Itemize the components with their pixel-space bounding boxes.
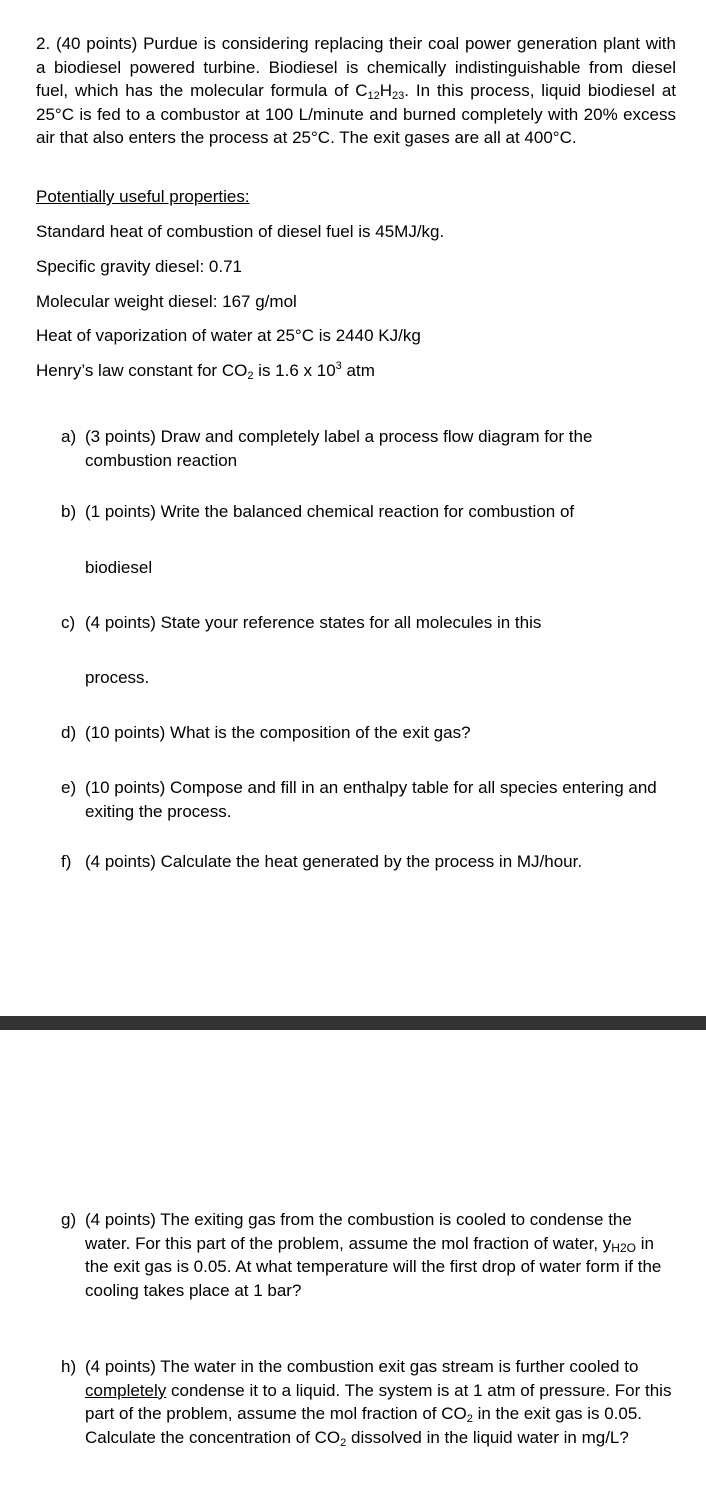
property-heat-of-vaporization: Heat of vaporization of water at 25°C is 2440 KJ/kg xyxy=(36,326,421,345)
intro-text-1: 2. (40 points) Purdue is considering replacing their coal power generation plant with a biodiesel powered turbine. Biodiesel is chemically indistinguishable from diesel fuel, which has the molecular formula of C xyxy=(36,34,676,100)
question-label: d) xyxy=(61,723,77,742)
question-g xyxy=(61,1208,679,1302)
question-label: f) xyxy=(61,852,72,871)
question-b xyxy=(61,500,679,524)
question-c-continuation: process. xyxy=(85,668,150,687)
formula-h: H xyxy=(379,81,393,100)
formula-c-subscript: 12 xyxy=(367,90,380,102)
question-label: e) xyxy=(61,778,77,797)
question-a xyxy=(61,425,679,472)
properties-heading: Potentially useful properties: xyxy=(36,187,250,206)
question-text: (4 points) The exiting gas from the combustion is cooled to condense the water. For this part of the problem, assume the mol fraction of water, yH2O in the exit gas is 0.05. At what temperature will the first drop of water form if the cooling takes place at 1 bar? xyxy=(85,1210,662,1300)
question-text: (3 points) Draw and completely label a process flow diagram for the combustion reaction xyxy=(85,427,593,470)
underlined-word: completely xyxy=(85,1380,167,1400)
question-label: g) xyxy=(61,1210,77,1229)
property-specific-gravity: Specific gravity diesel: 0.71 xyxy=(36,257,242,276)
problem-intro xyxy=(36,32,676,150)
question-text: (4 points) The water in the combustion exit gas stream is further cooled to completely condense it to a liquid. The system is at 1 atm of pressure. For this part of the problem, assume the mol fraction of $CO_2$ in the exit gas is 0.05. Calculate the concentration of $CO_2$ dissolved in the liquid water in mg/L? xyxy=(85,1357,672,1449)
question-c xyxy=(61,611,679,635)
question-h xyxy=(61,1355,679,1449)
property-henrys-law: Henry’s law constant for $CO_2$ is 1.6 x $10^3$ atm xyxy=(36,360,375,382)
question-d xyxy=(61,721,679,745)
question-text: (4 points) State your reference states for all molecules in this xyxy=(85,613,542,632)
property-heat-of-combustion: Standard heat of combustion of diesel fuel is 45MJ/kg. xyxy=(36,222,445,241)
question-text: (4 points) Calculate the heat generated by the process in MJ/hour. xyxy=(85,852,583,871)
page-divider xyxy=(0,1016,706,1030)
question-f xyxy=(61,850,679,874)
property-molecular-weight: Molecular weight diesel: 167 g/mol xyxy=(36,292,297,311)
question-label: b) xyxy=(61,502,77,521)
intro-text-2: . In this process, liquid biodiesel at 25°C is fed to a combustor at 100 L/minute and burned completely with 20% excess air that also enters the process at 25°C. The exit gases are all at 400°C. xyxy=(36,81,676,147)
question-e xyxy=(61,776,679,823)
question-b-continuation: biodiesel xyxy=(85,558,153,577)
question-label: h) xyxy=(61,1357,77,1376)
formula-h-subscript: 23 xyxy=(392,90,405,102)
question-label: c) xyxy=(61,613,76,632)
question-text: (1 points) Write the balanced chemical reaction for combustion of xyxy=(85,502,575,521)
question-text: (10 points) What is the composition of the exit gas? xyxy=(85,723,471,742)
mol-fraction-subscript: H2O xyxy=(611,1240,636,1255)
question-text: (10 points) Compose and fill in an enthalpy table for all species entering and exiting the process. xyxy=(85,778,657,821)
question-label: a) xyxy=(61,427,77,446)
